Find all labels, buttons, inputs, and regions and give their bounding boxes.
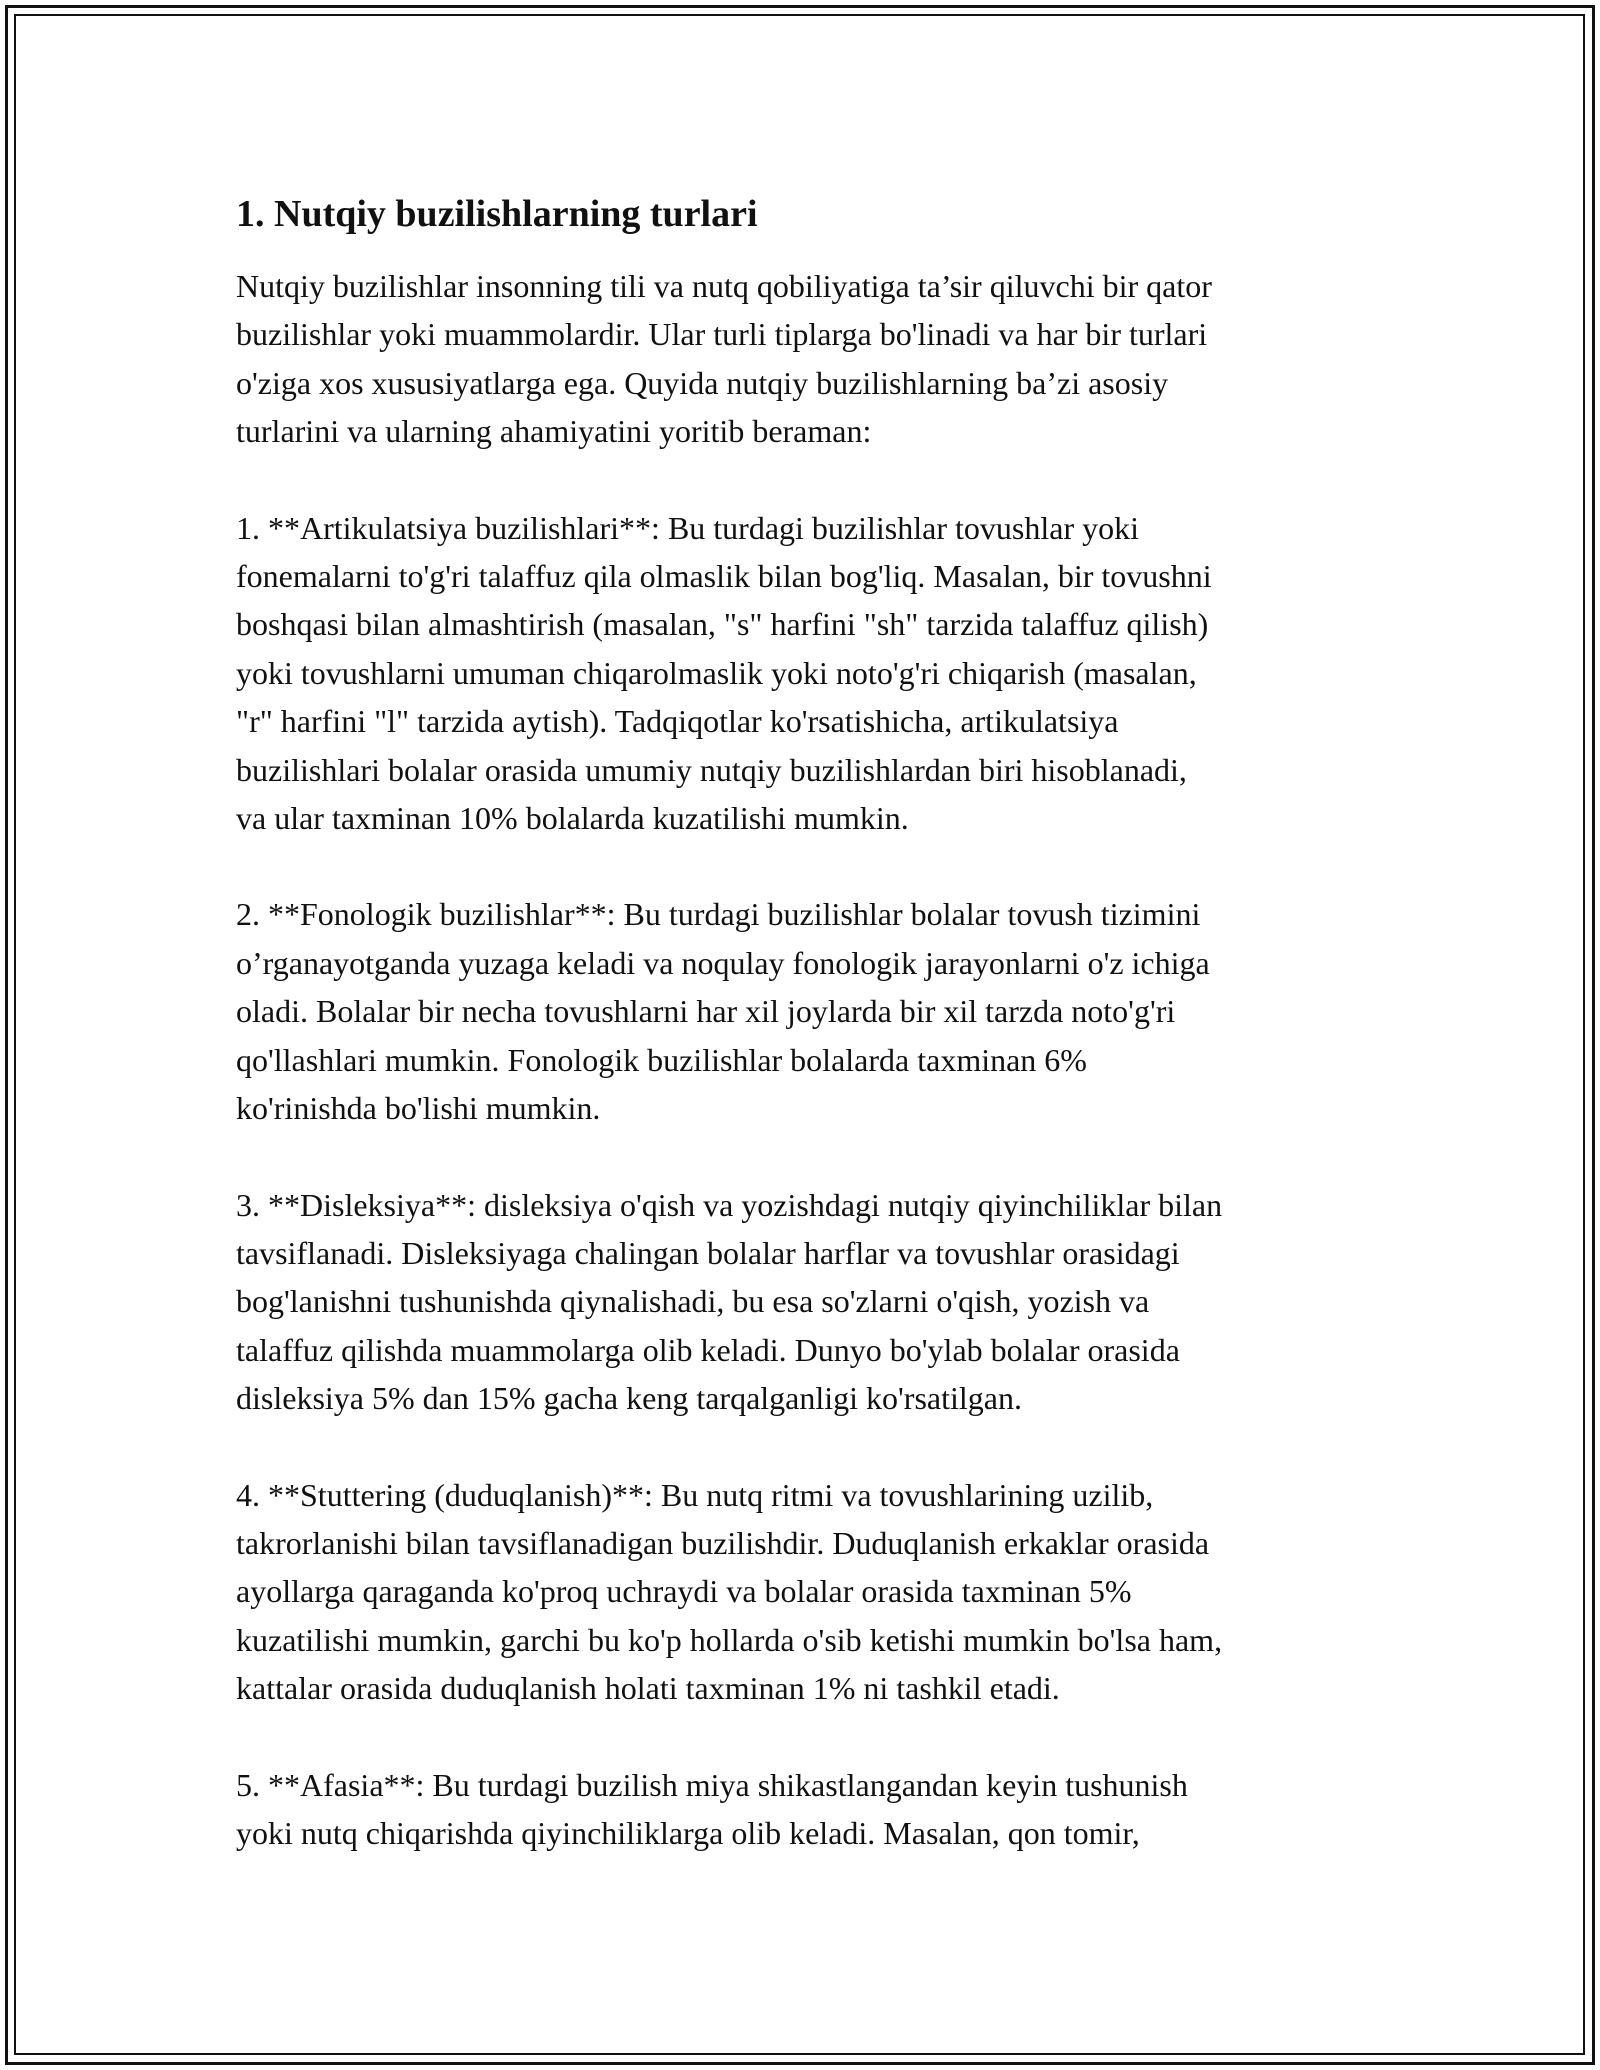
text-line: yoki nutq chiqarishda qiyinchiliklarga olib keladi. Masalan, qon tomir, [236,1814,1140,1851]
text-line: 5. **Afasia**: Bu turdagi buzilish miya shikastlangandan keyin tushunish [236,1766,1188,1803]
text-line: boshqasi bilan almashtirish (masalan, "s" harfini "sh" tarzida talaffuz qilish) [236,606,1209,643]
text-line: talaffuz qilishda muammolarga olib keladi. Dunyo bo'ylab bolalar orasida [236,1331,1180,1368]
list-item-dyslexia [236,1181,1386,1423]
text-line: fonemalarni to'g'ri talaffuz qila olmaslik bilan bog'liq. Masalan, bir tovushni [236,558,1212,595]
text-line: 4. **Stuttering (duduqlanish)**: Bu nutq ritmi va tovushlarining uzilib, [236,1476,1154,1513]
text-line: "r" harfini "l" tarzida aytish). Tadqiqotlar ko'rsatishicha, artikulatsiya [236,703,1119,740]
text-line: buzilishlar yoki muammolardir. Ular turli tiplarga bo'linadi va har bir turlari [236,316,1208,353]
document-page [236,186,1386,1905]
text-line: ayollarga qaraganda ko'proq uchraydi va bolalar orasida taxminan 5% [236,1573,1132,1610]
text-line: o’rganayotganda yuzaga keladi va noqulay fonologik jarayonlarni o'z ichiga [236,944,1210,981]
text-line: buzilishlari bolalar orasida umumiy nutqiy buzilishlardan biri hisoblanadi, [236,751,1187,788]
text-line: Nutqiy buzilishlar insonning tili va nutq qobiliyatiga ta’sir qiluvchi bir qator [236,268,1212,304]
text-line: disleksiya 5% dan 15% gacha keng tarqalganligi ko'rsatilgan. [236,1380,1022,1417]
section-heading: 1. Nutqiy buzilishlarning turlari [236,193,758,235]
text-line: yoki tovushlarni umuman chiqarolmaslik yoki noto'g'ri chiqarish (masalan, [236,654,1197,691]
text-line: 3. **Disleksiya**: disleksiya o'qish va yozishdagi nutqiy qiyinchiliklar bilan [236,1186,1223,1223]
list-item-articulation [236,504,1386,843]
text-line: 1. **Artikulatsiya buzilishlari**: Bu turdagi buzilishlar tovushlar yoki [236,509,1139,546]
text-line: kuzatilishi mumkin, garchi bu ko'p hollarda o'sib ketishi mumkin bo'lsa ham, [236,1621,1223,1658]
list-item-aphasia [236,1761,1386,1858]
text-line: tavsiflanadi. Disleksiyaga chalingan bolalar harflar va tovushlar orasidagi [236,1234,1180,1271]
list-item-phonological [236,890,1386,1132]
intro-paragraph [236,262,1386,456]
text-line: bog'lanishni tushunishda qiynalishadi, bu esa so'zlarni o'qish, yozish va [236,1283,1150,1320]
text-line: o'ziga xos xususiyatlarga ega. Quyida nutqiy buzilishlarning ba’zi asosiy [236,364,1169,401]
text-line: va ular taxminan 10% bolalarda kuzatilishi mumkin. [236,800,909,837]
text-line: qo'llashlari mumkin. Fonologik buzilishlar bolalarda taxminan 6% [236,1041,1087,1078]
text-line: ko'rinishda bo'lishi mumkin. [236,1090,601,1127]
text-line: 2. **Fonologik buzilishlar**: Bu turdagi buzilishlar bolalar tovush tizimini [236,896,1201,933]
list-item-stuttering [236,1471,1386,1713]
text-line: oladi. Bolalar bir necha tovushlarni har xil joylarda bir xil tarzda noto'g'ri [236,993,1176,1030]
text-line: takrorlanishi bilan tavsiflanadigan buzilishdir. Duduqlanish erkaklar orasida [236,1524,1210,1561]
text-line: turlarini va ularning ahamiyatini yoritib beraman: [236,413,872,450]
text-line: kattalar orasida duduqlanish holati taxminan 1% ni tashkil etadi. [236,1670,1060,1707]
